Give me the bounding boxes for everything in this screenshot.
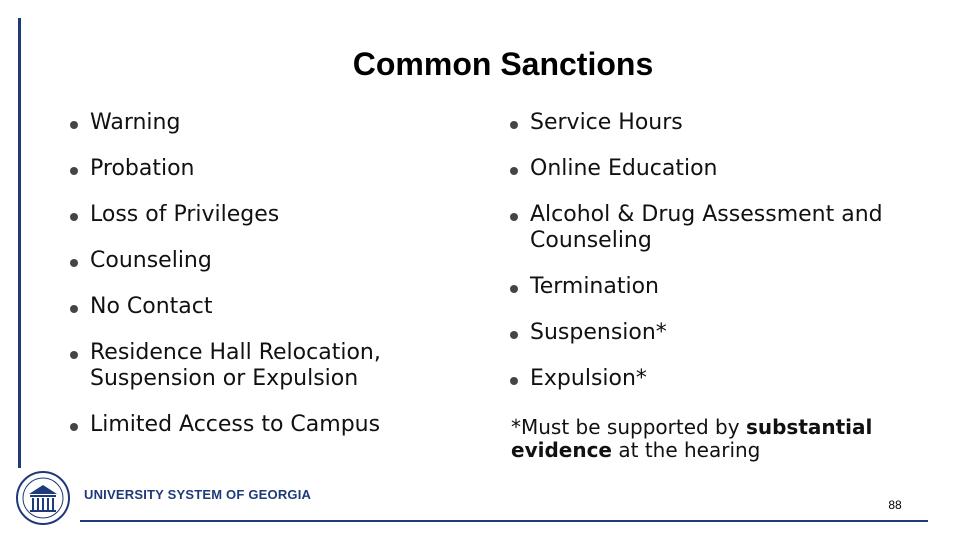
page-number: 88	[888, 498, 902, 512]
bullet-icon	[70, 259, 78, 267]
list-item: No Contact	[60, 294, 460, 320]
bullet-icon	[510, 331, 518, 339]
bullet-icon	[70, 213, 78, 221]
university-seal-icon	[12, 470, 74, 526]
bullet-icon	[510, 167, 518, 175]
bullet-icon	[70, 167, 78, 175]
footer-organization-name: UNIVERSITY SYSTEM OF GEORGIA	[84, 487, 312, 502]
sanctions-footnote: *Must be supported by substantial evidence at the hearing	[511, 415, 873, 462]
list-item: Suspension*	[500, 320, 920, 346]
list-item: Service Hours	[500, 110, 920, 136]
bullet-icon	[70, 305, 78, 313]
list-item: Termination	[500, 274, 920, 300]
list-item: Counseling	[60, 248, 460, 274]
bullet-icon	[70, 351, 78, 359]
bullet-icon	[510, 213, 518, 221]
list-item: Limited Access to Campus	[60, 412, 460, 438]
right-sanctions-list	[500, 110, 920, 392]
list-item: Expulsion*	[500, 366, 920, 392]
list-item: Warning	[60, 110, 460, 136]
footer-rule	[80, 520, 928, 522]
left-sanctions-list	[60, 110, 460, 438]
list-item: Loss of Privileges	[60, 202, 460, 228]
bullet-icon	[70, 423, 78, 431]
bullet-icon	[510, 285, 518, 293]
list-item: Alcohol & Drug Assessment and Counseling	[500, 202, 920, 254]
list-item: Online Education	[500, 156, 920, 182]
bullet-icon	[70, 121, 78, 129]
slide-title: Common Sanctions	[352, 46, 654, 82]
bullet-icon	[510, 121, 518, 129]
list-item: Probation	[60, 156, 460, 182]
left-accent-rule	[18, 18, 21, 468]
bullet-icon	[510, 377, 518, 385]
list-item: Residence Hall Relocation, Suspension or Expulsion	[60, 340, 460, 392]
